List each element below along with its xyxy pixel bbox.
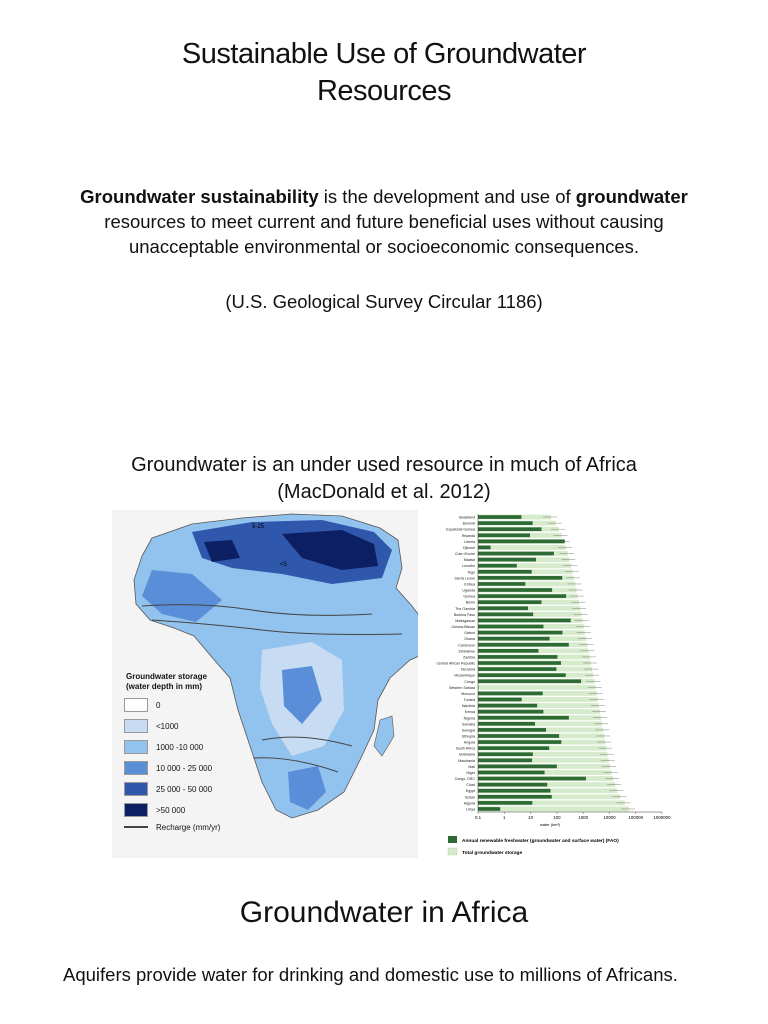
freshwater-bar <box>478 527 541 531</box>
category-label: Egypt <box>465 789 475 794</box>
category-label: Libya <box>466 807 475 812</box>
category-label: Angola <box>463 740 475 745</box>
freshwater-bar <box>478 698 522 702</box>
chart-background <box>418 510 668 858</box>
category-label: Central African Republic <box>436 661 475 666</box>
category-label: Ghana <box>464 637 475 642</box>
legend-swatch <box>124 803 148 817</box>
freshwater-bar <box>478 625 543 629</box>
category-label: Cote d'Ivoire <box>454 552 475 557</box>
freshwater-bar <box>478 643 569 647</box>
category-label: Ethiopia <box>462 734 475 739</box>
freshwater-bar <box>478 594 566 598</box>
category-label: Mali <box>468 764 475 769</box>
freshwater-bar <box>478 716 569 720</box>
x-tick-label: 1000 <box>578 815 589 820</box>
freshwater-bar <box>478 752 533 756</box>
freshwater-bar <box>478 649 538 653</box>
freshwater-bar <box>478 679 581 683</box>
category-label: Guinea-Bissau <box>451 625 475 630</box>
storage-bar <box>478 685 596 690</box>
definition-term: Groundwater sustainability <box>80 186 319 207</box>
legend-recharge-label: Recharge (mm/yr) <box>156 823 221 832</box>
section-heading: Groundwater in Africa <box>239 896 529 929</box>
category-label: Lesotho <box>462 564 475 569</box>
legend-swatch <box>124 761 148 775</box>
category-label: Malawi <box>463 558 475 563</box>
legend-label: 10 000 - 25 000 <box>156 764 213 773</box>
freshwater-bar <box>478 771 545 775</box>
figure-subtitle-text: Groundwater is an under used resource in much of Africa (MacDonald et al. 2012) <box>131 454 637 503</box>
freshwater-bar <box>478 631 563 635</box>
category-label: Guinea <box>463 594 475 599</box>
category-label: Equatorial Guinea <box>446 527 475 532</box>
category-label: Nigeria <box>463 716 475 721</box>
freshwater-bar <box>478 546 491 550</box>
freshwater-bar <box>478 619 571 623</box>
freshwater-bar <box>478 667 556 671</box>
freshwater-bar <box>478 606 528 610</box>
groundwater-bar-chart <box>418 510 671 858</box>
map-legend-title-text: Groundwater storage (water depth in mm) <box>126 672 207 691</box>
category-label: Gabon <box>464 631 475 636</box>
category-label: Morocco <box>461 691 475 696</box>
category-label: Somalia <box>462 722 475 727</box>
legend-item <box>124 719 304 735</box>
legend-label: 25 000 - 50 000 <box>156 785 213 794</box>
map-legend-title <box>126 672 216 692</box>
category-label: Rwanda <box>461 533 475 538</box>
definition-term-groundwater: groundwater <box>575 186 688 207</box>
freshwater-bar <box>478 600 541 604</box>
category-label: Burundi <box>462 521 475 526</box>
legend-label: <1000 <box>156 722 179 731</box>
category-label: South Africa <box>455 746 475 751</box>
figure-subtitle <box>0 452 768 506</box>
page-title-text: Sustainable Use of Groundwater Resources <box>181 38 587 107</box>
legend-item <box>124 698 304 714</box>
category-label: Benin <box>465 600 475 605</box>
legend-label-storage: Total groundwater storage <box>462 851 523 856</box>
freshwater-bar <box>478 783 547 787</box>
freshwater-bar <box>478 728 546 732</box>
legend-item <box>124 740 304 756</box>
recharge-line-icon <box>124 826 148 828</box>
section-paragraph: Aquifers provide water for drinking and domestic use to millions of Africans. <box>63 964 678 985</box>
freshwater-bar <box>478 765 557 769</box>
freshwater-bar <box>478 789 551 793</box>
category-label: Botswana <box>459 752 475 757</box>
legend-item <box>124 803 304 819</box>
legend-swatch-freshwater <box>448 836 457 843</box>
definition-text <box>80 184 688 259</box>
legend-swatch <box>124 719 148 733</box>
freshwater-bar <box>478 521 533 525</box>
freshwater-bar <box>478 637 550 641</box>
freshwater-bar <box>478 576 562 580</box>
citation: (U.S. Geological Survey Circular 1186) <box>225 291 543 312</box>
category-label: Niger <box>466 770 475 775</box>
definition-part: is the development and use of <box>318 186 576 207</box>
x-tick-label: 1 <box>503 815 506 820</box>
x-tick-label: 10 <box>528 815 534 820</box>
legend-swatch <box>124 782 148 796</box>
freshwater-bar <box>478 704 537 708</box>
legend-label-freshwater: Annual renewable freshwater (groundwater and surface water) (FAO) <box>462 839 619 844</box>
page-title <box>0 36 768 110</box>
freshwater-bar <box>478 655 557 659</box>
category-label: Namibia <box>461 704 475 709</box>
freshwater-bar <box>478 515 521 519</box>
freshwater-bar <box>478 758 532 762</box>
freshwater-bar <box>478 558 536 562</box>
freshwater-bar <box>478 795 552 799</box>
category-label: Madagascar <box>455 618 475 623</box>
category-label: Cameroon <box>458 643 475 648</box>
freshwater-bar <box>478 673 566 677</box>
freshwater-bar <box>478 722 535 726</box>
x-tick-label: 0.1 <box>474 815 482 820</box>
freshwater-bar <box>478 540 565 544</box>
freshwater-bar <box>478 582 525 586</box>
freshwater-bar <box>478 807 500 811</box>
x-axis-label: water (km³) <box>539 822 561 827</box>
legend-swatch <box>124 740 148 754</box>
legend-label: 0 <box>156 701 161 710</box>
category-label: Uganda <box>462 588 475 593</box>
category-label: Burkina Faso <box>453 612 475 617</box>
storage-bar <box>478 545 566 550</box>
x-tick-label: 100 <box>553 815 561 820</box>
category-label: Congo <box>464 679 475 684</box>
category-label: Senegal <box>461 728 475 733</box>
freshwater-bar <box>478 692 543 696</box>
category-label: Djibouti <box>463 545 475 550</box>
category-label: Congo, DRC <box>454 777 475 782</box>
freshwater-bar <box>478 740 561 744</box>
freshwater-bar <box>478 533 530 537</box>
legend-swatch <box>124 698 148 712</box>
legend-swatch-storage <box>448 848 457 855</box>
category-label: Togo <box>467 570 475 575</box>
legend-label: >50 000 <box>156 806 186 815</box>
category-label: Tunisia <box>463 698 475 703</box>
freshwater-bar <box>478 552 554 556</box>
legend-label: 1000 -10 000 <box>156 743 204 752</box>
category-label: Mauritania <box>458 758 475 763</box>
category-label: Kenya <box>464 710 475 715</box>
category-label: Sierra Leone <box>454 576 475 581</box>
definition-rest: resources to meet current and future beneficial uses without causing unacceptable environmental or socioeconomic consequences. <box>104 211 664 257</box>
freshwater-bar <box>478 746 549 750</box>
category-label: Zimbabwe <box>458 649 475 654</box>
freshwater-bar <box>478 661 561 665</box>
x-tick-label: 100000 <box>628 815 644 820</box>
legend-recharge <box>124 820 304 836</box>
category-label: Western Sahara <box>449 685 475 690</box>
freshwater-bar <box>478 588 552 592</box>
category-label: Tanzania <box>460 667 475 672</box>
freshwater-bar <box>478 613 533 617</box>
category-label: Chad <box>466 783 475 788</box>
category-label: Eritrea <box>464 582 475 587</box>
freshwater-bar <box>478 710 543 714</box>
category-label: Algeria <box>463 801 475 806</box>
legend-item <box>124 782 304 798</box>
contour-label-5-25: 5-25 <box>252 524 265 530</box>
x-tick-label: 10000 <box>603 815 616 820</box>
category-label: Sudan <box>464 795 475 800</box>
category-label: Swaziland <box>458 515 475 520</box>
freshwater-bar <box>478 564 517 568</box>
category-label: Zambia <box>463 655 475 660</box>
category-label: Mozambique <box>454 673 475 678</box>
freshwater-bar <box>478 570 532 574</box>
freshwater-bar <box>478 777 586 781</box>
freshwater-bar <box>478 734 559 738</box>
freshwater-bar <box>478 801 532 805</box>
category-label: Liberia <box>464 539 475 544</box>
category-label: The Gambia <box>455 606 475 611</box>
x-tick-label: 1000000 <box>653 815 671 820</box>
storage-bar <box>478 807 629 812</box>
legend-item <box>124 761 304 777</box>
contour-label-lt5: <5 <box>280 562 287 568</box>
